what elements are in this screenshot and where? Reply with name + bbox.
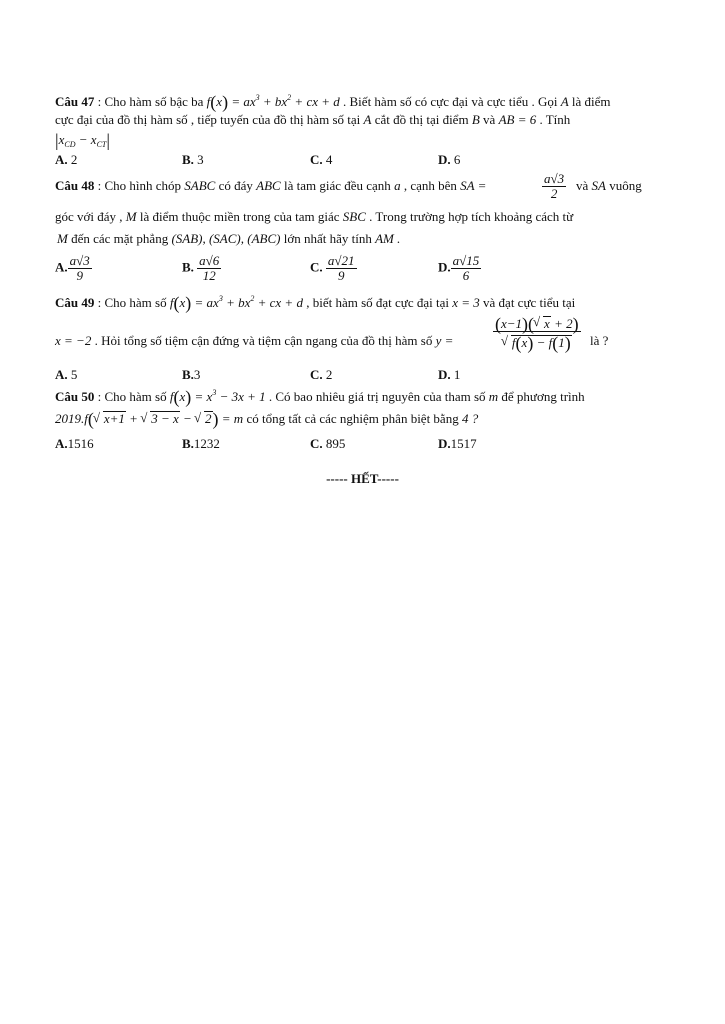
- q50-option-d: D.1517: [438, 436, 477, 451]
- q48-sbc: SBC: [342, 209, 366, 224]
- q49-text1: : Cho hàm số: [97, 295, 167, 310]
- q47-option-c: C. 4: [310, 152, 333, 167]
- q48-sa-den: 2: [542, 186, 566, 201]
- q47-cond: AB = 6: [498, 112, 537, 127]
- q50-four: 4 ?: [461, 411, 479, 426]
- q49-xm2: x = −2: [55, 333, 92, 348]
- q49-text3: và đạt cực tiểu tại: [483, 295, 576, 310]
- q50-option-a: A.1516: [55, 436, 94, 451]
- q50-option-b: B.1232: [182, 436, 220, 451]
- q48-text1: : Cho hình chóp: [97, 178, 182, 193]
- q47-option-b: B. 3: [182, 152, 204, 167]
- q50-m: m: [488, 389, 499, 404]
- q50-text3: để phương trình: [501, 389, 585, 404]
- q48-abc: ABC: [256, 178, 281, 193]
- q47-point-a: A: [560, 94, 569, 109]
- q48-line1: [55, 178, 486, 194]
- q47-expr: $|x_{CD} - x_{CT}|$: [55, 130, 110, 150]
- q47-line1: [55, 90, 611, 110]
- q49-den: √ f(x) − f(1): [493, 331, 581, 350]
- q47-line2b: cắt đồ thị tại điểm: [374, 112, 469, 127]
- q48-line3b: lớn nhất hãy tính: [283, 231, 372, 246]
- q49-tail: là ?: [590, 333, 609, 348]
- q47-point-b: B: [471, 112, 480, 127]
- q48-line2: góc với đáy ,: [55, 209, 123, 224]
- q50-text2: . Có bao nhiêu giá trị nguyên của tham số: [268, 389, 486, 404]
- q48-text6: vuông: [609, 178, 642, 193]
- q48-label: Câu 48: [55, 178, 95, 193]
- q47-line2c: và: [483, 112, 496, 127]
- q48-option-d: D. $\frac{a√15}{6}$: [438, 253, 480, 283]
- q49-option-c: C. 2: [310, 367, 333, 382]
- q48-text5: và: [576, 178, 589, 193]
- q49-x3: x = 3: [452, 295, 480, 310]
- q48-line2c: . Trong trường hợp tích khoảng cách từ: [369, 209, 574, 224]
- q49-formula: $f(x) = ax^3 + bx^2$ + cx + d: [169, 293, 303, 313]
- q48-text3: là tam giác đều cạnh: [283, 178, 391, 193]
- q47-line2: [55, 112, 570, 128]
- q49-line2: . Hỏi tổng số tiệm cận đứng và tiệm cận ngang của đồ thị hàm số: [94, 333, 433, 348]
- q47-text3: là điểm: [571, 94, 611, 109]
- q47-label: Câu 47: [55, 94, 95, 109]
- q47-formula: $f(x) = ax^3 + bx^2$ + cx + d: [206, 92, 340, 112]
- q48-m: M: [125, 209, 137, 224]
- q47-option-d: D. 6: [438, 152, 461, 167]
- q48-option-a: A. $\frac{a√3}{9}$: [55, 253, 90, 283]
- q48-line2b: là điểm thuộc miền trong của tam giác: [139, 209, 340, 224]
- q50-equation: 2019.f(√ x+1 + √ 3 − x − √ 2) = m: [55, 411, 243, 426]
- q48-text4: , cạnh bên: [403, 178, 457, 193]
- q48-planes: (SAB), (SAC), (ABC): [171, 231, 281, 246]
- q48-line3: [57, 231, 400, 247]
- q48-sa: SA: [591, 178, 606, 193]
- q49-fraction: [493, 314, 581, 353]
- q47-text2: . Biết hàm số có cực đại và cực tiểu . Gọi: [343, 94, 558, 109]
- q47-point-a2: A: [363, 112, 372, 127]
- q48-m2: M: [57, 231, 68, 246]
- q49-option-d: D. 1: [438, 367, 461, 382]
- q48-line1-tail: [576, 178, 642, 194]
- q50-formula: $f(x) = x^3 - 3x + 1$: [169, 387, 266, 407]
- q49-line2: [55, 333, 453, 349]
- q49-y-eq: y =: [435, 333, 454, 348]
- q50-line2: [55, 411, 478, 427]
- q50-line1: [55, 385, 585, 405]
- q47-line2d: . Tính: [539, 112, 571, 127]
- q48-option-c: C. $\frac{a√21}{9}$: [310, 253, 355, 283]
- q49-option-a: A. 5: [55, 367, 78, 382]
- q48-text2: có đáy: [218, 178, 253, 193]
- q48-sabc: SABC: [184, 178, 216, 193]
- q49-num: (x−1)(√ x + 2): [493, 316, 581, 331]
- q49-label: Câu 49: [55, 295, 95, 310]
- q49-line1: [55, 291, 575, 311]
- q50-text1: : Cho hàm số: [97, 389, 167, 404]
- q48-sa-fraction: [542, 172, 566, 201]
- q47-option-a: A. 2: [55, 152, 78, 167]
- q49-option-b: B.3: [182, 367, 201, 382]
- q49-text2: , biết hàm số đạt cực đại tại: [306, 295, 449, 310]
- q48-a: a: [394, 178, 401, 193]
- q48-line3a: đến các mặt phẳng: [71, 231, 169, 246]
- q50-option-c: C. 895: [310, 436, 346, 451]
- q47-line2a: cực đại của đồ thị hàm số , tiếp tuyến của đồ thị hàm số tại: [55, 112, 361, 127]
- q47-text: : Cho hàm số bậc ba: [97, 94, 204, 109]
- q48-line2: [55, 209, 573, 225]
- q50-line2: có tổng tất cả các nghiệm phân biệt bằng: [246, 411, 459, 426]
- end-marker: ----- HẾT-----: [326, 471, 399, 486]
- q48-sa-num: a√3: [544, 171, 565, 186]
- q48-sa-eq: SA =: [460, 178, 487, 193]
- q48-option-b: B. $\frac{a√6}{12}$: [182, 253, 220, 283]
- q50-label: Câu 50: [55, 389, 95, 404]
- q48-am: AM .: [375, 231, 401, 246]
